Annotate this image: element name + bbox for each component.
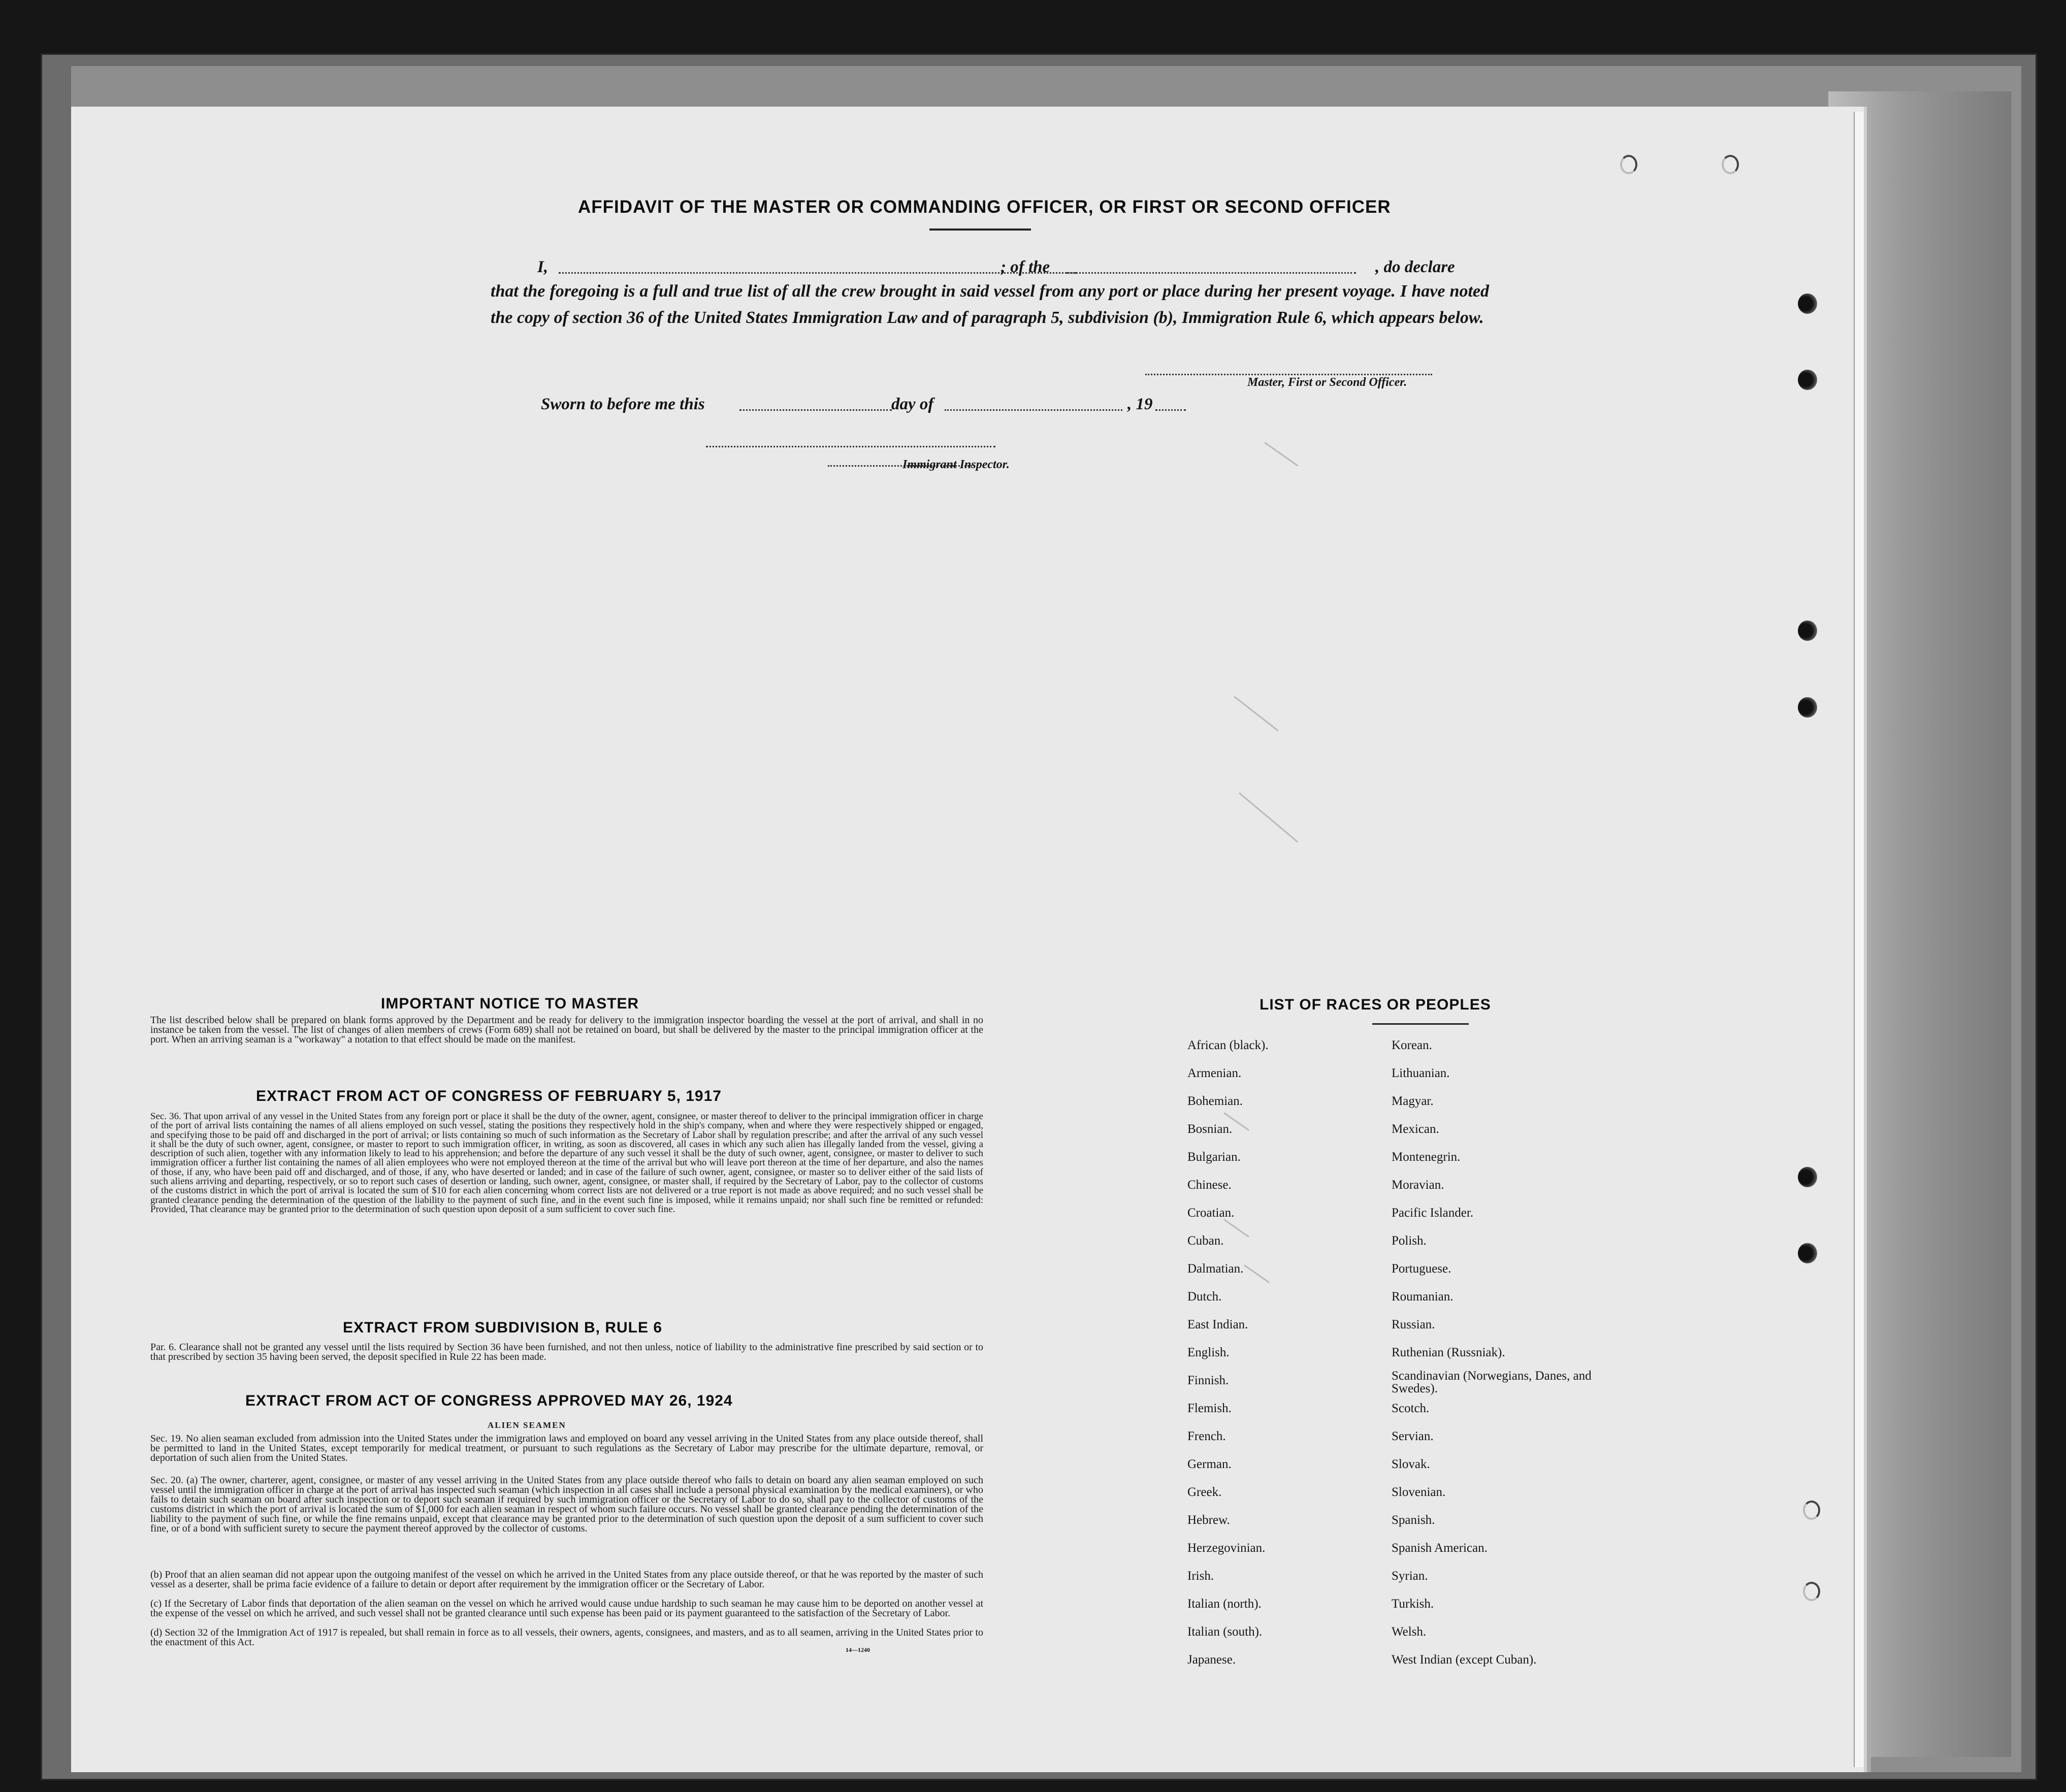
extract-1924-sec20b: (b) Proof that an alien seaman did not appear upon the outgoing manifest of the vessel on which he arrived in the United States from any place outside thereof, or that he was reported by the master of such vessel as a deserter, shall be prima facie evidence of a failure to detain or deport after requirement by the immigration officer or the Secretary of Labor. — [150, 1569, 983, 1590]
signature-caption: Master, First or Second Officer. — [1247, 376, 1407, 389]
race-item: Finnish. — [1187, 1374, 1229, 1387]
race-item: Dalmatian. — [1187, 1262, 1244, 1276]
affidavit-statement: that the foregoing is a full and true list of all the crew brought in said vessel from any port or place during her present voyage. I have noted the copy of section 36 of the United States Immigration Law and of paragraph 5, subdivision (b), Immigration Rule 6, which appears below. — [491, 282, 1489, 327]
race-item: English. — [1187, 1346, 1230, 1359]
race-item: Korean. — [1392, 1038, 1432, 1052]
day-of-label: day of — [891, 395, 934, 413]
race-item: Polish. — [1392, 1234, 1427, 1248]
affidavit-do-declare-label: , do declare — [1375, 258, 1455, 276]
binder-hole-open — [1803, 1501, 1820, 1520]
inspector-line-upper[interactable] — [706, 446, 995, 447]
race-item: Roumanian. — [1392, 1290, 1454, 1304]
race-item: Scandinavian (Norwegians, Danes, and Swedes). — [1392, 1369, 1592, 1395]
affidavit-title-rule — [929, 229, 1031, 231]
binder-hole-open — [1803, 1582, 1820, 1601]
race-item: Slovenian. — [1392, 1485, 1446, 1499]
affidavit-vessel-line[interactable] — [1067, 272, 1356, 274]
race-item: East Indian. — [1187, 1318, 1248, 1331]
race-item: German. — [1187, 1457, 1232, 1471]
race-item: Slovak. — [1392, 1457, 1430, 1471]
extract-1924-sec20c: (c) If the Secretary of Labor finds that deportation of the alien seaman on the vessel on which he arrived would cause undue hardship to such seaman he may cause him to be deported on another vessel at the expense of the vessel on which he arrived, and such vessel shall not be granted clearance until such expense has been paid or its payment guaranteed to the satisfaction of the Secretary of Labor. — [150, 1598, 983, 1619]
form-number: 14—1240 — [846, 1646, 870, 1653]
race-item: Greek. — [1187, 1485, 1222, 1499]
race-item: Flemish. — [1187, 1402, 1232, 1415]
race-item: Pacific Islander. — [1392, 1206, 1474, 1220]
race-item: Mexican. — [1392, 1122, 1439, 1136]
race-item: Cuban. — [1187, 1234, 1224, 1248]
race-item: Irish. — [1187, 1569, 1214, 1583]
extract-1924-title: EXTRACT FROM ACT OF CONGRESS APPROVED MAY 26, 1924 — [245, 1392, 733, 1409]
document-page — [71, 107, 1864, 1772]
races-title-rule — [1372, 1023, 1469, 1025]
binder-hole — [1798, 1167, 1817, 1187]
notice-text: The list described below shall be prepared on blank forms approved by the Department and be ready for delivery to the immigration inspector boarding the vessel at the port of arrival, and shall in no instance be taken from the vessel. The list of changes of alien members of crews (Form 689) shall not be retained on board, but shall be delivered by the master to the principal immigration officer at the port. When an arriving seaman is a "workaway" a notation to that effect should be made on the manifest. — [150, 1015, 983, 1045]
signature-line[interactable] — [1145, 374, 1432, 375]
race-item: Bulgarian. — [1187, 1150, 1241, 1164]
binder-hole — [1798, 697, 1817, 718]
show-through-mark — [1264, 442, 1298, 466]
sworn-year-line[interactable] — [1155, 409, 1186, 411]
binder-hole — [1798, 294, 1817, 314]
race-item: Herzegovinian. — [1187, 1541, 1266, 1555]
page-edge — [1854, 112, 1864, 1767]
race-item: Spanish American. — [1392, 1541, 1488, 1555]
inspector-caption: Immigrant Inspector. — [902, 458, 1010, 471]
notice-title: IMPORTANT NOTICE TO MASTER — [381, 995, 639, 1012]
extract-rule6-text: Par. 6. Clearance shall not be granted any vessel until the lists required by Section 36 have been furnished, and not then unless, notice of liability to the administrative fine prescribed by said section or to that prescribed by section 35 having been served, the deposit specified in Rule 22 has been made. — [150, 1342, 983, 1362]
sworn-day-line[interactable] — [739, 409, 892, 411]
affidavit-name-line[interactable] — [559, 272, 1077, 274]
race-item: Turkish. — [1392, 1597, 1434, 1611]
race-item: African (black). — [1187, 1038, 1269, 1052]
race-item: French. — [1187, 1429, 1226, 1443]
race-item: Dutch. — [1187, 1290, 1222, 1304]
sworn-month-line[interactable] — [945, 409, 1122, 411]
race-item: Spanish. — [1392, 1513, 1435, 1527]
extract-rule6-title: EXTRACT FROM SUBDIVISION B, RULE 6 — [343, 1319, 663, 1336]
extract-1917-title: EXTRACT FROM ACT OF CONGRESS OF FEBRUARY 5, 1917 — [256, 1088, 722, 1104]
binder-hole — [1798, 621, 1817, 641]
show-through-mark — [1239, 792, 1298, 842]
affidavit-i-label: I, — [537, 258, 548, 276]
race-item: Moravian. — [1392, 1178, 1444, 1192]
affidavit-of-the-label: ; of the — [1000, 258, 1050, 276]
race-item: Armenian. — [1187, 1066, 1242, 1080]
alien-seamen-subtitle: ALIEN SEAMEN — [488, 1420, 566, 1430]
race-item: Servian. — [1392, 1429, 1434, 1443]
extract-1924-sec20a: Sec. 20. (a) The owner, charterer, agent, consignee, or master of any vessel arriving in the United States from any place outside thereof who fails to detain on board any alien seaman employed on such vessel until the immigration officer in charge at the port of arrival has inspected such seaman (which inspection in all cases shall include a personal physical examination by the medical examiners), or who fails to detain such seaman on board after such inspection or to deport such seaman if required by such immigration officer or the Secretary of Labor to do so, shall pay to the collector of customs of the customs district in which the port of arrival is located the sum of $1,000 for each alien seaman in respect of whom such failure occurs. No vessel shall be granted clearance pending the determination of the liability to the payment of such fine, or while the fine remains unpaid, except that clearance may be granted prior to the determination of such question upon the deposit of a sum sufficient to cover such fine, or of a bond with sufficient surety to secure the payment thereof approved by the collector of customs. — [150, 1475, 983, 1534]
race-item: Scotch. — [1392, 1402, 1430, 1415]
race-item: Russian. — [1392, 1318, 1435, 1331]
show-through-mark — [1223, 1219, 1249, 1237]
binder-hole — [1798, 370, 1817, 390]
show-through-mark — [1244, 1264, 1270, 1283]
race-item: Ruthenian (Russniak). — [1392, 1346, 1505, 1359]
race-item: Chinese. — [1187, 1178, 1232, 1192]
race-item: Bosnian. — [1187, 1122, 1233, 1136]
race-item: Welsh. — [1392, 1625, 1427, 1639]
races-title: LIST OF RACES OR PEOPLES — [1260, 996, 1491, 1013]
year-label: , 19 — [1127, 395, 1153, 413]
race-item: Bohemian. — [1187, 1094, 1243, 1108]
race-item: Hebrew. — [1187, 1513, 1230, 1527]
show-through-mark — [1234, 696, 1279, 731]
race-item: Magyar. — [1392, 1094, 1434, 1108]
binder-hole — [1798, 1243, 1817, 1263]
race-item: Italian (north). — [1187, 1597, 1262, 1611]
race-item: Croatian. — [1187, 1206, 1235, 1220]
extract-1924-sec19: Sec. 19. No alien seaman excluded from admission into the United States under the immigration laws and employed on board any vessel arriving in the United States from any place outside thereof, shall be permitted to land in the United States, except temporarily for medical treatment, or pursuant to such regulations as the Secretary of Labor may prescribe for the ultimate departure, removal, or deportation of such alien from the United States. — [150, 1433, 983, 1463]
race-item: Syrian. — [1392, 1569, 1428, 1583]
extract-1917-text: Sec. 36. That upon arrival of any vessel in the United States from any foreign port or place it shall be the duty of the owner, agent, consignee, or master thereof to deliver to the principal immigration officer in charge of the port of arrival lists containing the names of all aliens employed on such vessel, stating the positions they respectively hold in the ship's company, when and where they were respectively shipped or engaged, and specifying those to be paid off and discharged in the port of arrival; or lists containing so much of such information as the Secretary of Labor shall by regulation prescribe; and after the arrival of any such vessel it shall be the duty of such owner, agent, consignee, or master to report to such immigration officer, in writing, as soon as discovered, all cases in which any such alien has illegally landed from the vessel, giving a description of such alien, together with any information likely to lead to his apprehension; and before the departure of any such vessel it shall be the duty of such owner, agent, consignee, or master to deliver to such immigration officer a further list containing the names of all alien employees who were not employed thereon at the time of the arrival but who will leave port thereon at the time of her departure, and also the names of those, if any, who have been paid off and discharged, and of those, if any, who have deserted or landed; and in case of the failure of such owner, agent, consignee, or master so to deliver either of the said lists of such aliens arriving and departing, respectively, or so to report such cases of desertion or landing, such owner, agent, consignee, or master shall, if required by the Secretary of Labor, pay to the collector of customs of the customs district in which the port of arrival is located the sum of $10 for each alien concerning whom correct lists are not delivered or a true report is not made as above required; and no such vessel shall be granted clearance pending the determination of the question of the liability to the payment of such fine, and in the event such fine is imposed, while it remains unpaid; nor shall such fine be remitted or refunded: Provided, That clearance may be granted prior to the determination of such question upon deposit of a sum sufficient to cover such fine. — [150, 1111, 983, 1215]
race-item: Montenegrin. — [1392, 1150, 1461, 1164]
race-item: Japanese. — [1187, 1653, 1236, 1667]
race-item: Portuguese. — [1392, 1262, 1451, 1276]
binder-hole-open — [1620, 155, 1637, 174]
affidavit-title: AFFIDAVIT OF THE MASTER OR COMMANDING OFFICER, OR FIRST OR SECOND OFFICER — [578, 197, 1391, 217]
race-item: West Indian (except Cuban). — [1392, 1653, 1537, 1667]
race-item: Italian (south). — [1187, 1625, 1263, 1639]
race-item: Lithuanian. — [1392, 1066, 1450, 1080]
sworn-label: Sworn to before me this — [541, 395, 705, 413]
binder-hole-open — [1722, 155, 1739, 174]
extract-1924-sec20d: (d) Section 32 of the Immigration Act of 1917 is repealed, but shall remain in force as to all vessels, their owners, agents, consignees, and masters, and as to all seamen, arriving in the United States prior to the enactment of this Act. — [150, 1627, 983, 1648]
